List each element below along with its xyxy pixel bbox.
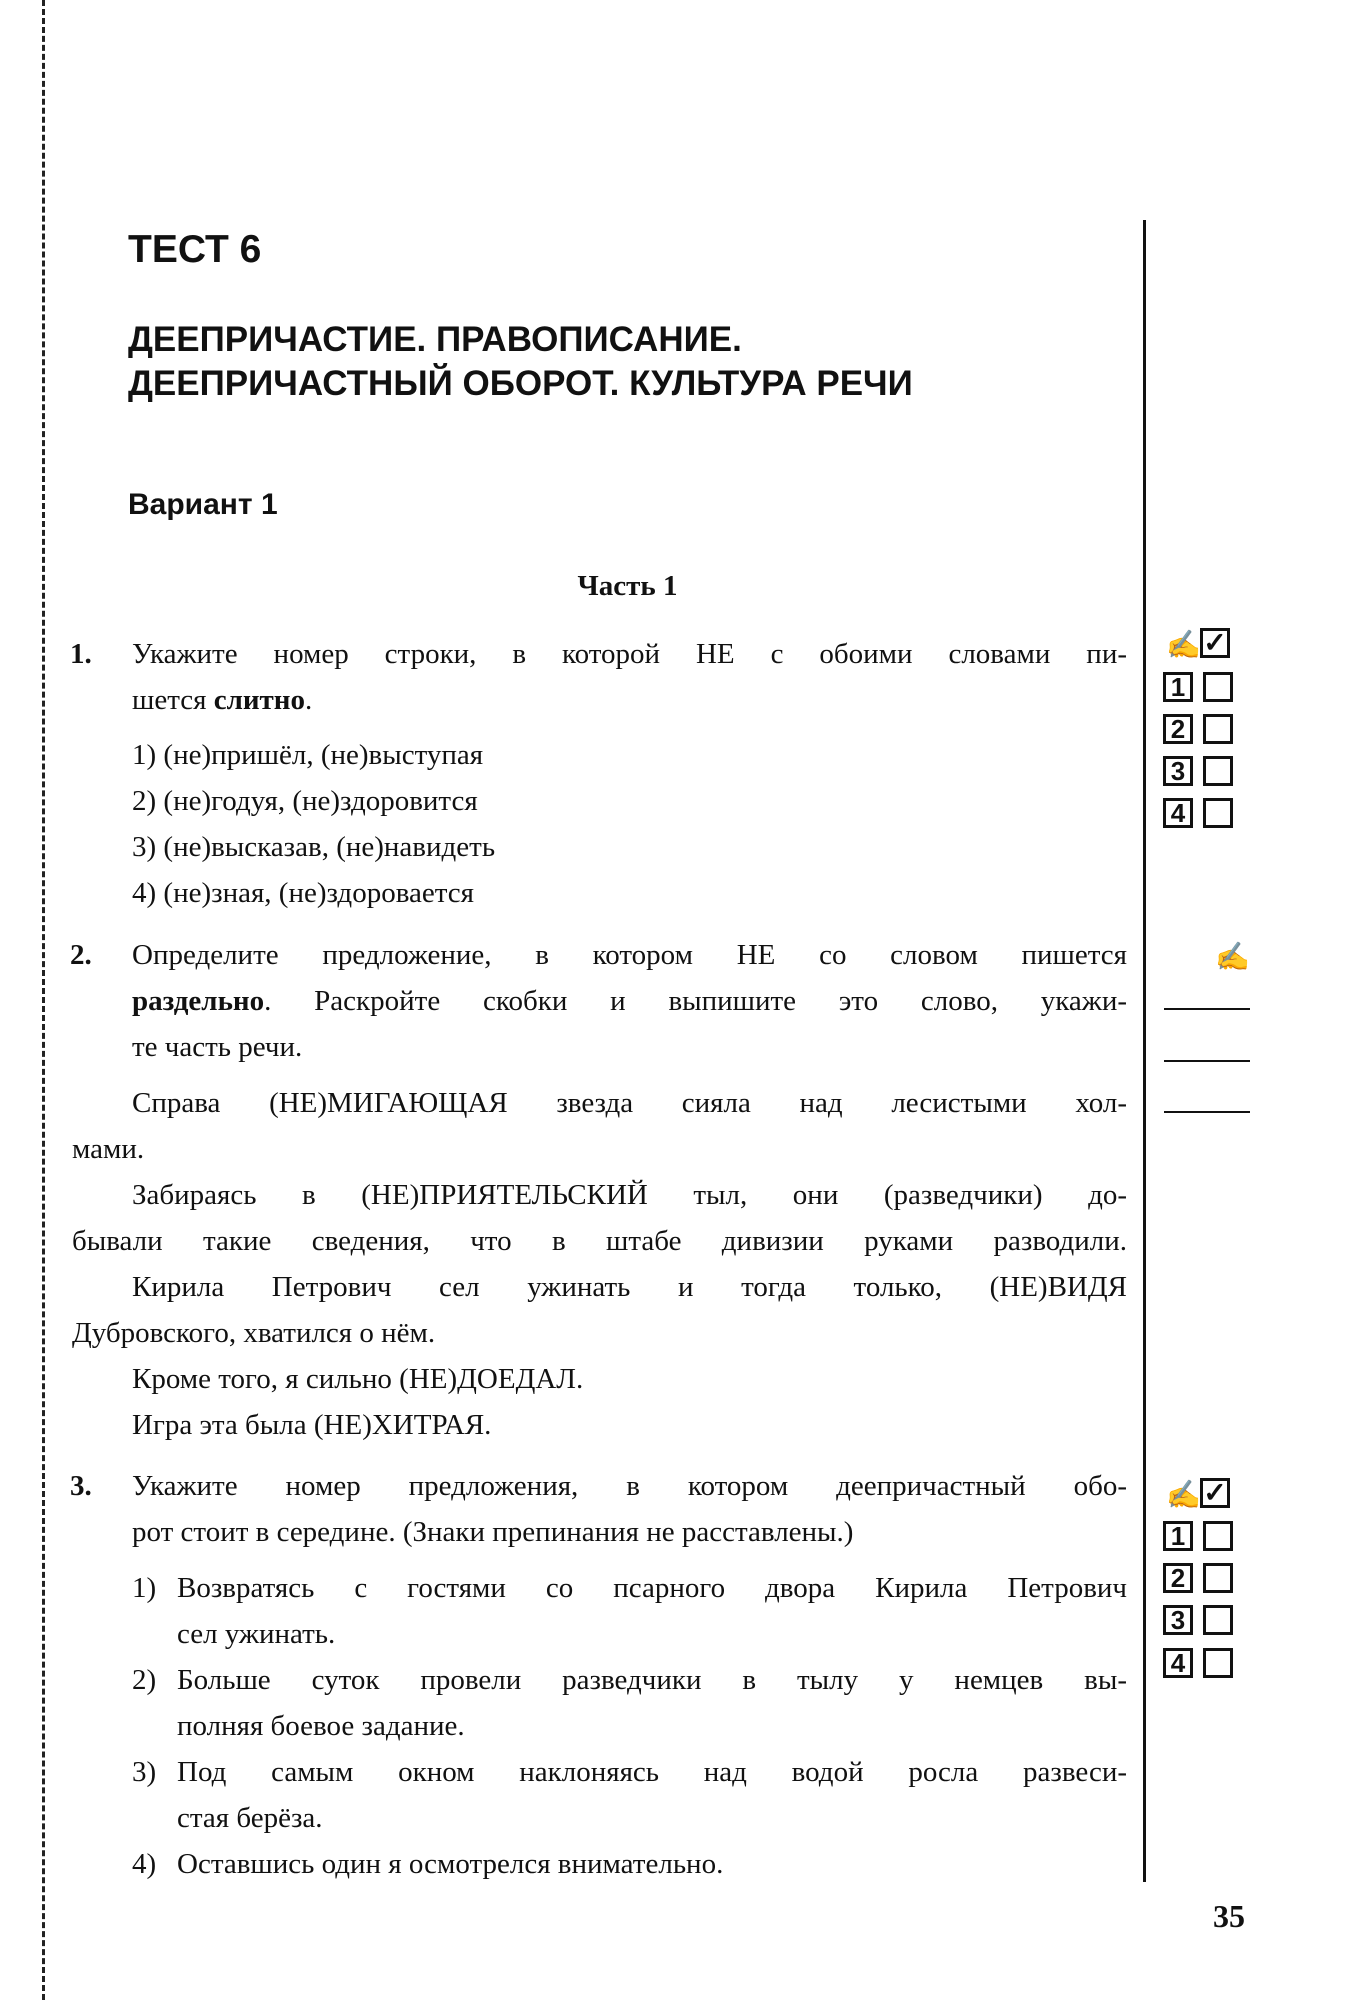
sentence: Кроме того, я сильно (НЕ)ДОЕДАЛ.	[132, 1363, 584, 1395]
question-text: Укажите номер предложения, в котором деепричастный обо-	[132, 1470, 1127, 1502]
question-text: Определите предложение, в котором НЕ со словом пишется	[132, 939, 1127, 971]
question-number: 3.	[70, 1470, 92, 1502]
answer-checkbox-3[interactable]	[1203, 756, 1233, 786]
page-title: ДЕЕПРИЧАСТИЕ. ПРАВОПИСАНИЕ. ДЕЕПРИЧАСТНЫЙ ОБОРОТ. КУЛЬТУРА РЕЧИ	[128, 320, 913, 403]
question-number: 1.	[70, 638, 92, 670]
option: сел ужинать.	[177, 1618, 336, 1650]
option: Больше суток провели разведчики в тылу у немцев вы-	[177, 1664, 1127, 1696]
check-icon: ✓	[1200, 1478, 1230, 1508]
option: Под самым окном наклоняясь над водой росла развеси-	[177, 1756, 1127, 1788]
option-number: 1)	[132, 1572, 157, 1604]
answer-line[interactable]	[1164, 1060, 1250, 1062]
question-text: шется слитно.	[132, 684, 313, 716]
part-label: Часть 1	[577, 570, 678, 602]
answer-digit: 2	[1163, 714, 1193, 744]
option: полняя боевое задание.	[177, 1710, 465, 1742]
answer-checkbox-2[interactable]	[1203, 1563, 1233, 1593]
option-number: 3)	[132, 1756, 157, 1788]
sentence: мами.	[72, 1133, 145, 1165]
check-icon: ✓	[1200, 628, 1230, 658]
option: 1) (не)пришёл, (не)выступая	[132, 739, 484, 771]
option: Оставшись один я осмотрелся внимательно.	[177, 1848, 724, 1880]
sentence: Забираясь в (НЕ)ПРИЯТЕЛЬСКИЙ тыл, они (разведчики) до-	[132, 1179, 1127, 1211]
option-number: 4)	[132, 1848, 157, 1880]
page-number: 35	[1213, 1898, 1245, 1934]
margin-rule	[1143, 220, 1146, 1882]
pencil-icon: ✍	[1215, 942, 1250, 973]
answer-checkbox-2[interactable]	[1203, 714, 1233, 744]
option: 2) (не)годуя, (не)здоровится	[132, 785, 478, 817]
answer-checkbox-4[interactable]	[1203, 798, 1233, 828]
answer-digit: 3	[1163, 756, 1193, 786]
question-text: Укажите номер строки, в которой НЕ с обоими словами пи-	[132, 638, 1127, 670]
option: Возвратясь с гостями со псарного двора Кирила Петрович	[177, 1572, 1127, 1604]
answer-digit: 1	[1163, 672, 1193, 702]
option: 3) (не)высказав, (не)навидеть	[132, 831, 496, 863]
option: 4) (не)зная, (не)здоровается	[132, 877, 474, 909]
cut-line	[42, 0, 45, 2000]
answer-digit: 2	[1163, 1563, 1193, 1593]
pencil-icon: ✍	[1166, 1480, 1201, 1511]
sentence: Игра эта была (НЕ)ХИТРАЯ.	[132, 1409, 492, 1441]
question-text: рот стоит в середине. (Знаки препинания не расставлены.)	[132, 1516, 854, 1548]
option-number: 2)	[132, 1664, 157, 1696]
question-text: раздельно. Раскройте скобки и выпишите это слово, укажи-	[132, 985, 1127, 1017]
answer-digit: 1	[1163, 1521, 1193, 1551]
answer-line[interactable]	[1164, 1008, 1250, 1010]
variant-label: Вариант 1	[128, 488, 278, 521]
question-text: те часть речи.	[132, 1031, 303, 1063]
answer-digit: 4	[1163, 798, 1193, 828]
sentence: Кирила Петрович сел ужинать и тогда только, (НЕ)ВИДЯ	[132, 1271, 1127, 1303]
sentence: Дубровского, хватился о нём.	[72, 1317, 436, 1349]
answer-checkbox-4[interactable]	[1203, 1648, 1233, 1678]
sentence: бывали такие сведения, что в штабе дивизии руками разводили.	[72, 1225, 1127, 1257]
answer-digit: 3	[1163, 1605, 1193, 1635]
option: стая берёза.	[177, 1802, 323, 1834]
test-number: ТЕСТ 6	[128, 228, 262, 271]
sentence: Справа (НЕ)МИГАЮЩАЯ звезда сияла над лесистыми хол-	[132, 1087, 1127, 1119]
answer-checkbox-1[interactable]	[1203, 1521, 1233, 1551]
pencil-icon: ✍	[1166, 630, 1201, 661]
question-number: 2.	[70, 939, 92, 971]
answer-checkbox-1[interactable]	[1203, 672, 1233, 702]
answer-checkbox-3[interactable]	[1203, 1605, 1233, 1635]
answer-digit: 4	[1163, 1648, 1193, 1678]
answer-line[interactable]	[1164, 1111, 1250, 1113]
